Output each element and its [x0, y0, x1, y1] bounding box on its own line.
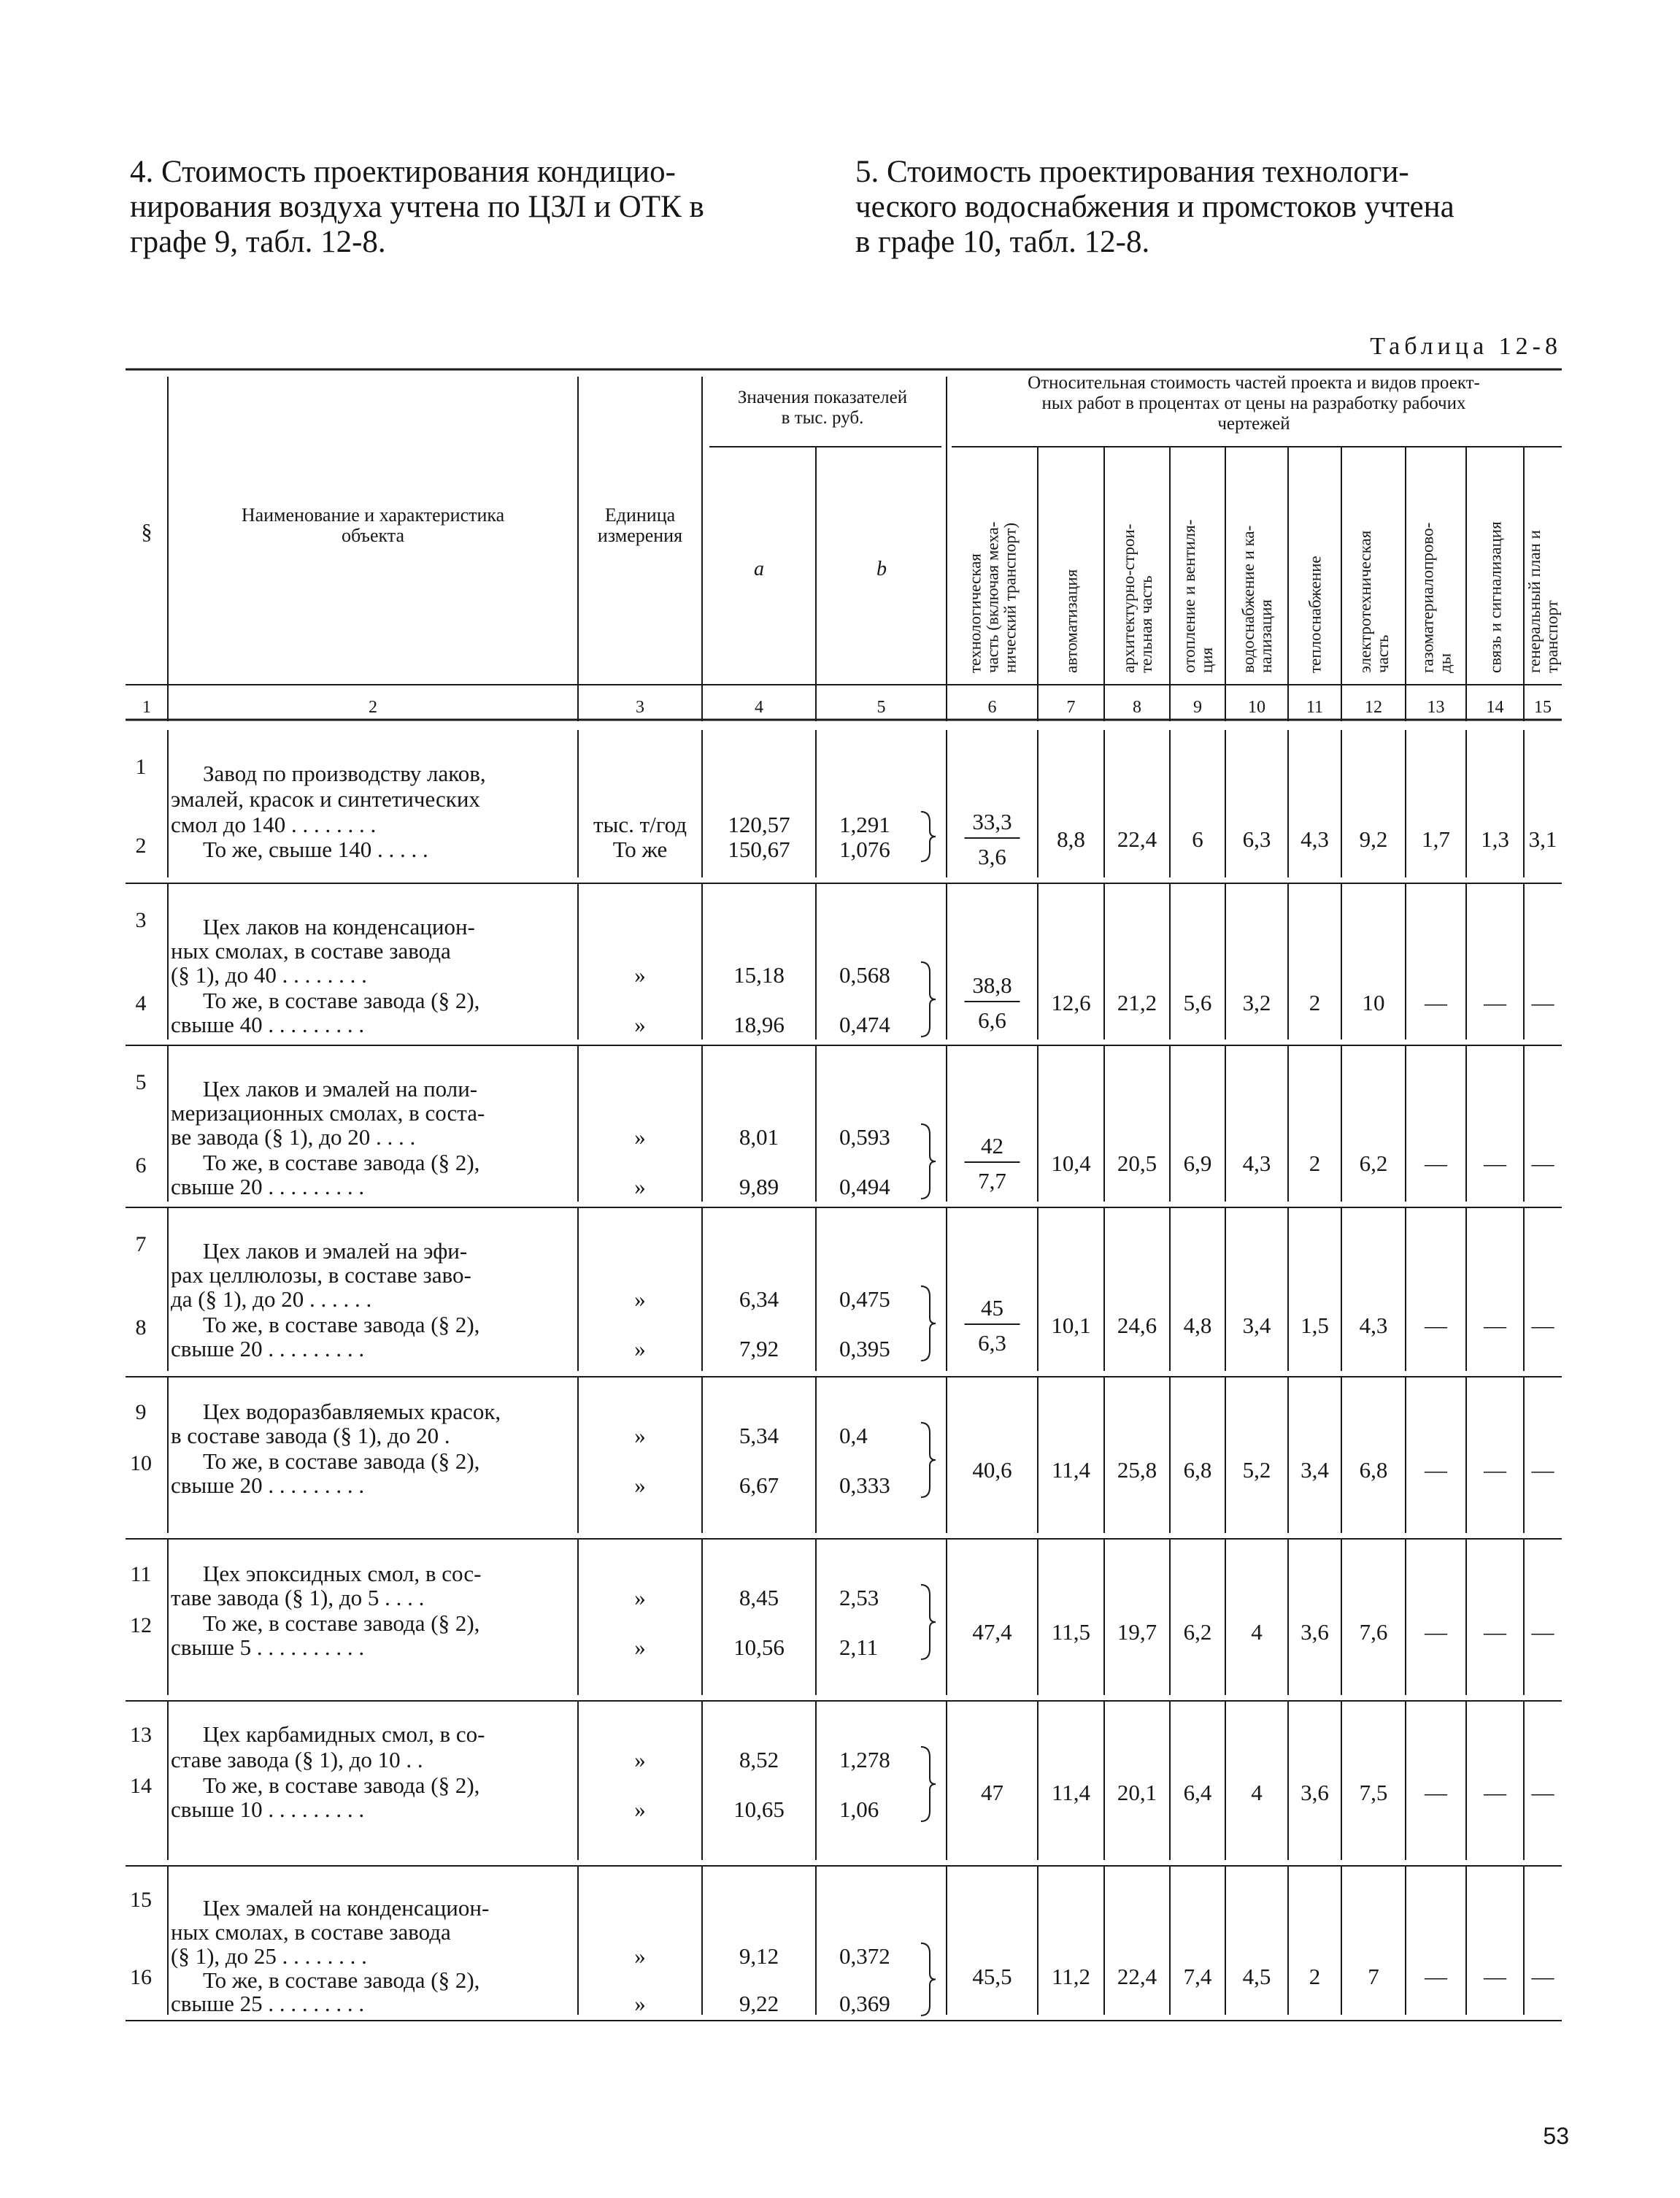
part-percent: 4,3 [1301, 826, 1329, 852]
header-rotated-label: нический транспорт) [1001, 523, 1020, 673]
part-percent: 3,1 [1528, 826, 1557, 852]
column-number: 12 [1365, 698, 1382, 717]
brace [921, 812, 936, 861]
object-name-line: Цех эпоксидных смол, в сос- [203, 1561, 482, 1586]
value-a: 10,65 [733, 1797, 785, 1822]
unit-cell: » [634, 1286, 646, 1312]
value-b: 0,475 [839, 1286, 890, 1312]
object-name-line: Цех лаков на конденсацион- [203, 914, 475, 939]
header-rotated-label: отопление и вентиля- [1180, 519, 1198, 673]
header-values-group: Значения показателей [737, 388, 908, 407]
part-percent: — [1425, 1150, 1447, 1176]
row-number: 1 [135, 755, 147, 779]
part-percent: — [1425, 1619, 1447, 1645]
header-relative-group: Относительная стоимость частей проекта и видов проект- [1028, 373, 1480, 393]
part-percent: — [1531, 1313, 1554, 1338]
object-name-line: То же, в составе завода (§ 2), [203, 1448, 480, 1474]
unit-cell: » [634, 1012, 646, 1037]
part-percent: — [1531, 1457, 1554, 1483]
part-percent: 10,1 [1051, 1313, 1091, 1338]
part-percent: — [1531, 1150, 1554, 1176]
value-a: 9,22 [739, 1991, 779, 2016]
part-percent: 6,2 [1359, 1150, 1388, 1176]
part-percent: 20,1 [1117, 1780, 1157, 1805]
object-name-line: свыше 40 . . . . . . . . . [171, 1012, 365, 1037]
part-percent: 6,8 [1359, 1457, 1388, 1483]
column-number: 5 [876, 698, 886, 717]
row-number: 4 [135, 991, 147, 1015]
value-a: 10,56 [733, 1634, 785, 1660]
part-percent: 5,6 [1183, 990, 1212, 1015]
object-name-line: смол до 140 . . . . . . . . [171, 812, 377, 837]
row-number: 9 [135, 1400, 147, 1424]
part-percent: 7 [1368, 1964, 1379, 1989]
header-rotated-label: связь и сигнализация [1486, 521, 1505, 673]
tech-part-value: 45 [981, 1295, 1003, 1321]
part-percent: 2 [1309, 990, 1321, 1015]
header-section-sign: § [141, 520, 153, 544]
part-percent: 6,2 [1183, 1619, 1212, 1645]
tech-part-value: 7,7 [978, 1168, 1006, 1194]
object-name-line: таве завода (§ 1), до 5 . . . . [171, 1585, 425, 1610]
value-a: 120,57 [728, 812, 790, 837]
header-col-a: a [754, 558, 764, 580]
row-number: 10 [130, 1451, 152, 1475]
unit-cell: » [634, 1634, 646, 1660]
header-rotated-label: ды [1436, 653, 1454, 673]
value-a: 7,92 [739, 1336, 779, 1361]
value-b: 2,11 [839, 1634, 879, 1660]
row-number: 16 [130, 1965, 152, 1989]
object-name-line: рах целлюлозы, в составе заво- [171, 1262, 471, 1288]
value-a: 6,34 [739, 1286, 779, 1312]
value-a: 8,45 [739, 1585, 779, 1610]
value-b: 0,369 [839, 1991, 890, 2016]
tech-part-value: 47 [981, 1780, 1003, 1805]
tech-part-value: 42 [981, 1133, 1003, 1158]
part-percent: 12,6 [1051, 990, 1091, 1015]
part-percent: 1,5 [1301, 1313, 1329, 1338]
part-percent: 4,5 [1242, 1964, 1271, 1989]
unit-cell: » [634, 1797, 646, 1822]
value-b: 0,4 [839, 1423, 868, 1448]
part-percent: 9,2 [1359, 826, 1388, 852]
paragraph-line: нирования воздуха учтена по ЦЗЛ и ОТК в [130, 190, 704, 224]
value-a: 6,67 [739, 1472, 779, 1498]
value-b: 0,593 [839, 1124, 890, 1150]
value-b: 1,06 [839, 1797, 879, 1822]
header-rotated-label: нализация [1257, 599, 1275, 673]
object-name-line: эмалей, красок и синтетических [171, 786, 480, 812]
part-percent: 7,6 [1359, 1619, 1388, 1645]
object-name-line: свыше 10 . . . . . . . . . [171, 1797, 365, 1822]
row-number: 6 [135, 1153, 147, 1177]
header-rotated-label: водоснабжение и ка- [1239, 525, 1257, 673]
paragraph-line: в графе 10, табл. 12-8. [855, 225, 1150, 259]
column-number: 1 [142, 698, 151, 717]
part-percent: 19,7 [1117, 1619, 1157, 1645]
part-percent: 11,5 [1051, 1619, 1091, 1645]
part-percent: 3,4 [1242, 1313, 1271, 1338]
object-name-line: (§ 1), до 40 . . . . . . . . [171, 962, 367, 988]
object-name-line: Завод по производству лаков, [203, 761, 486, 786]
header-rotated-label: электротехническая [1356, 530, 1374, 673]
part-percent: 7,4 [1183, 1964, 1212, 1989]
part-percent: 1,7 [1422, 826, 1450, 852]
tech-part-value: 47,4 [972, 1619, 1012, 1645]
part-percent: — [1484, 990, 1506, 1015]
column-number: 7 [1066, 698, 1076, 717]
unit-cell: » [634, 1336, 646, 1361]
part-percent: 10,4 [1051, 1150, 1091, 1176]
part-percent: 4,3 [1242, 1150, 1271, 1176]
object-name-line: То же, в составе завода (§ 2), [203, 988, 480, 1013]
header-rotated-label: транспорт [1543, 600, 1561, 673]
part-percent: 3,6 [1301, 1619, 1329, 1645]
column-number: 4 [755, 698, 763, 717]
value-b: 2,53 [839, 1585, 879, 1610]
column-number: 10 [1248, 698, 1265, 717]
part-percent: 4 [1251, 1619, 1263, 1645]
row-number: 11 [130, 1562, 152, 1586]
row-number: 5 [135, 1070, 147, 1094]
part-percent: 3,4 [1301, 1457, 1329, 1483]
page-number: 53 [1543, 2123, 1569, 2149]
part-percent: 11,4 [1051, 1457, 1091, 1483]
part-percent: 3,2 [1242, 990, 1271, 1015]
brace [921, 962, 936, 1037]
header-relative-group: чертежей [1217, 414, 1290, 434]
unit-cell: » [634, 1747, 646, 1772]
header-rotated-label: теплоснабжение [1306, 556, 1325, 673]
object-name-line: да (§ 1), до 20 . . . . . . [171, 1286, 372, 1312]
column-number: 11 [1306, 698, 1324, 717]
object-name-line: меризационных смолах, в соста- [171, 1100, 485, 1126]
value-a: 150,67 [728, 837, 790, 862]
column-number: 15 [1534, 698, 1552, 717]
part-percent: 25,8 [1117, 1457, 1157, 1483]
part-percent: 6,8 [1183, 1457, 1212, 1483]
brace [921, 1124, 936, 1199]
value-b: 0,474 [839, 1012, 890, 1037]
part-percent: — [1425, 1964, 1447, 1989]
part-percent: 2 [1309, 1964, 1321, 1989]
object-name-line: ных смолах, в составе завода [171, 1919, 451, 1945]
tech-part-value: 3,6 [978, 844, 1006, 869]
brace [921, 1423, 936, 1497]
value-a: 9,12 [739, 1943, 779, 1969]
part-percent: 5,2 [1242, 1457, 1271, 1483]
object-name-line: То же, в составе завода (§ 2), [203, 1610, 480, 1636]
column-number: 9 [1193, 698, 1202, 717]
part-percent: — [1531, 1619, 1554, 1645]
value-b: 0,568 [839, 962, 890, 988]
object-name-line: То же, в составе завода (§ 2), [203, 1312, 480, 1337]
row-number: 8 [135, 1315, 147, 1340]
part-percent: 4,8 [1183, 1313, 1212, 1338]
part-percent: 11,4 [1051, 1780, 1091, 1805]
object-name-line: Цех водоразбавляемых красок, [203, 1399, 501, 1424]
object-name-line: свыше 20 . . . . . . . . . [171, 1174, 365, 1199]
value-b: 1,291 [839, 812, 890, 837]
unit-cell: » [634, 1472, 646, 1498]
tech-part-value: 6,6 [978, 1007, 1006, 1033]
row-number: 2 [135, 834, 147, 858]
object-name-line: свыше 5 . . . . . . . . . . [171, 1634, 365, 1660]
column-number: 14 [1486, 698, 1504, 717]
part-percent: 4,3 [1359, 1313, 1388, 1338]
value-b: 0,494 [839, 1174, 890, 1199]
unit-cell: » [634, 1174, 646, 1199]
header-relative-group: ных работ в процентах от цены на разработку рабочих [1041, 393, 1466, 413]
unit-cell: То же [612, 837, 668, 862]
header-rotated-label: часть [1373, 634, 1392, 673]
value-b: 1,278 [839, 1747, 890, 1772]
header-rotated-label: тельная часть [1137, 575, 1155, 673]
part-percent: 4 [1251, 1780, 1263, 1805]
value-b: 0,372 [839, 1943, 890, 1969]
value-b: 1,076 [839, 837, 890, 862]
part-percent: — [1425, 1780, 1447, 1805]
object-name-line: Цех лаков и эмалей на поли- [203, 1076, 478, 1102]
part-percent: 2 [1309, 1150, 1321, 1176]
brace [921, 1585, 936, 1659]
part-percent: — [1425, 990, 1447, 1015]
part-percent: 11,2 [1051, 1964, 1091, 1989]
part-percent: 20,5 [1117, 1150, 1157, 1176]
row-number: 3 [135, 908, 147, 932]
part-percent: 6,3 [1242, 826, 1271, 852]
paragraph-line: 4. Стоимость проектирования кондицио- [130, 155, 676, 189]
header-col-b: b [876, 558, 887, 580]
part-percent: — [1425, 1313, 1447, 1338]
paragraph-line: 5. Стоимость проектирования технологи- [855, 155, 1409, 189]
tech-part-value: 33,3 [972, 809, 1012, 834]
unit-cell: » [634, 1991, 646, 2016]
object-name-line: То же, свыше 140 . . . . . [203, 837, 428, 862]
object-name-line: Цех карбамидных смол, в со- [203, 1721, 485, 1747]
object-name-line: То же, в составе завода (§ 2), [203, 1967, 480, 1993]
part-percent: — [1425, 1457, 1447, 1483]
value-b: 0,333 [839, 1472, 890, 1498]
row-number: 7 [135, 1232, 147, 1256]
row-number: 12 [130, 1613, 152, 1637]
value-a: 15,18 [733, 962, 785, 988]
header-name: Наименование и характеристика [241, 504, 505, 526]
object-name-line: То же, в составе завода (§ 2), [203, 1772, 480, 1798]
value-b: 0,395 [839, 1336, 890, 1361]
part-percent: 6 [1192, 826, 1203, 852]
part-percent: 22,4 [1117, 1964, 1157, 1989]
unit-cell: » [634, 962, 646, 988]
brace [921, 1943, 936, 2016]
column-number: 3 [636, 698, 644, 717]
object-name-line: Цех лаков и эмалей на эфи- [203, 1238, 468, 1264]
header-rotated-label: газоматериалопрово- [1418, 522, 1437, 673]
column-number: 8 [1133, 698, 1141, 717]
paragraph-line: ческого водоснабжения и промстоков учтена [855, 190, 1454, 224]
part-percent: 10 [1362, 990, 1385, 1015]
part-percent: — [1484, 1313, 1506, 1338]
object-name-line: ных смолах, в составе завода [171, 938, 451, 964]
value-a: 18,96 [733, 1012, 785, 1037]
table-caption: Таблица 12-8 [1370, 333, 1562, 360]
part-percent: — [1531, 1964, 1554, 1989]
part-percent: — [1531, 1780, 1554, 1805]
unit-cell: » [634, 1943, 646, 1969]
header-unit: измерения [597, 525, 683, 546]
object-name-line: То же, в составе завода (§ 2), [203, 1150, 480, 1175]
column-number: 13 [1427, 698, 1445, 717]
unit-cell: » [634, 1124, 646, 1150]
part-percent: — [1484, 1619, 1506, 1645]
column-number: 2 [369, 698, 377, 717]
object-name-line: (§ 1), до 25 . . . . . . . . [171, 1943, 367, 1969]
object-name-line: в составе завода (§ 1), до 20 . [171, 1423, 450, 1448]
object-name-line: свыше 20 . . . . . . . . . [171, 1472, 365, 1498]
header-name: объекта [341, 525, 405, 546]
part-percent: 8,8 [1057, 826, 1085, 852]
tech-part-value: 38,8 [972, 972, 1012, 998]
header-rotated-label: часть (включая меха- [983, 521, 1002, 673]
header-rotated-label: технологическая [966, 553, 985, 673]
unit-cell: » [634, 1585, 646, 1610]
row-number: 14 [130, 1774, 152, 1798]
tech-part-value: 6,3 [978, 1330, 1006, 1356]
object-name-line: ставе завода (§ 1), до 10 . . [171, 1747, 423, 1772]
unit-cell: тыс. т/год [593, 812, 687, 837]
paragraph-line: графе 9, табл. 12-8. [130, 225, 386, 259]
object-name-line: свыше 20 . . . . . . . . . [171, 1336, 365, 1361]
part-percent: 22,4 [1117, 826, 1157, 852]
value-a: 9,89 [739, 1174, 779, 1199]
part-percent: 24,6 [1117, 1313, 1157, 1338]
value-a: 8,01 [739, 1124, 779, 1150]
tech-part-value: 40,6 [972, 1457, 1012, 1483]
tech-part-value: 45,5 [972, 1964, 1012, 1989]
part-percent: 7,5 [1359, 1780, 1388, 1805]
part-percent: — [1484, 1780, 1506, 1805]
row-number: 13 [130, 1723, 152, 1747]
brace [921, 1286, 936, 1361]
part-percent: — [1484, 1150, 1506, 1176]
brace [921, 1747, 936, 1821]
header-values-group: в тыс. руб. [781, 408, 864, 428]
header-rotated-label: генеральный план и [1525, 530, 1544, 673]
object-name-line: ве завода (§ 1), до 20 . . . . [171, 1124, 416, 1150]
part-percent: 21,2 [1117, 990, 1157, 1015]
part-percent: 6,9 [1183, 1150, 1212, 1176]
part-percent: 3,6 [1301, 1780, 1329, 1805]
header-rotated-label: автоматизация [1062, 569, 1081, 673]
unit-cell: » [634, 1423, 646, 1448]
part-percent: — [1484, 1457, 1506, 1483]
header-rotated-label: ция [1198, 647, 1216, 673]
value-a: 8,52 [739, 1747, 779, 1772]
column-number: 6 [987, 698, 997, 717]
header-unit: Единица [604, 504, 676, 526]
part-percent: — [1531, 990, 1554, 1015]
object-name-line: Цех эмалей на конденсацион- [203, 1895, 490, 1921]
part-percent: — [1484, 1964, 1506, 1989]
value-a: 5,34 [739, 1423, 779, 1448]
part-percent: 1,3 [1481, 826, 1509, 852]
header-rotated-label: архитектурно-строи- [1120, 523, 1138, 673]
part-percent: 6,4 [1183, 1780, 1212, 1805]
row-number: 15 [130, 1888, 152, 1912]
object-name-line: свыше 25 . . . . . . . . . [171, 1991, 365, 2016]
